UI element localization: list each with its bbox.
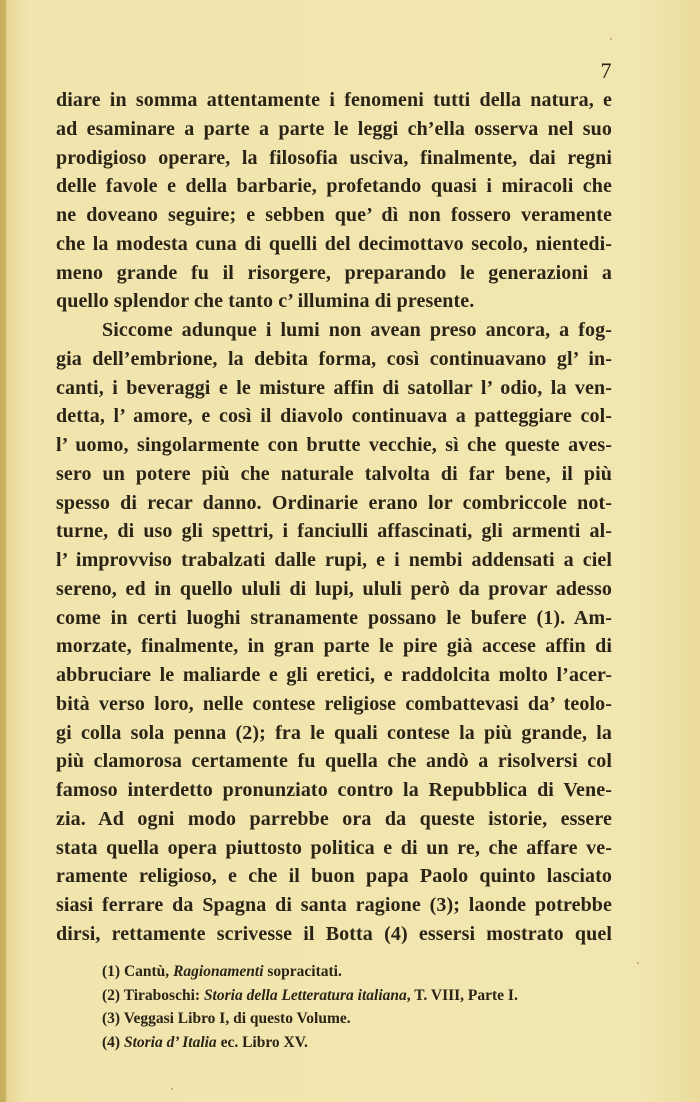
text-line: dirsi, rettamente scrivesse il Botta (4) essersi mostrato quel [56,922,612,945]
text-line: zia. Ad ogni modo parrebbe ora da queste istorie, essere [56,807,612,830]
text-line: sereno, ed in quello ululi di lupi, ululi però da provar adesso [56,577,612,600]
body-text [56,86,612,949]
text-line: abbruciare le maliarde e gli eretici, e raddolcita molto l’acer- [56,664,612,686]
text-line: stata quella opera piuttosto politica e di un re, che affare ve- [56,836,612,859]
footnote [102,984,622,1008]
footnote-text: , T. VIII, Parte I. [406,986,518,1004]
footnote [102,1007,622,1031]
text-line: ramente religioso, e che il buon papa Paolo quinto lasciato [56,865,612,888]
text-line: prodigioso operare, la filosofia usciva, finalmente, dai regni [56,146,612,169]
paper-speck [610,38,612,40]
paper-speck [171,1088,173,1090]
text-line: spesso di recar danno. Ordinarie erano lor combriccole not- [56,491,612,514]
page-number: 7 [600,58,612,83]
footnote-text: sopracitati. [263,963,342,980]
text-line: l’ uomo, singolarmente con brutte vecchie, sì che queste aves- [56,434,612,456]
paper-speck [637,962,639,964]
footnotes [102,960,622,1054]
footnote-title: Storia d’ Italia [123,1033,217,1051]
text-line: detta, l’ amore, e così il diavolo continuava a patteggiare col- [56,405,612,428]
text-line: meno grande fu il risorgere, preparando le generazioni a [56,261,612,284]
footnote-number: (2) [102,986,121,1004]
text-line: Siccome adunque i lumi non avean preso ancora, a fog- [102,319,612,341]
text-line: ad esaminare a parte a parte le leggi ch’ella osserva nel suo [56,117,612,140]
footnote [102,960,622,984]
text-line: delle favole e della barbarie, profetando quasi i miracoli che [56,175,612,198]
text-line: diare in somma attentamente i fenomeni tutti della natura, e [56,89,612,111]
text-line: che la modesta cuna di quelli del decimottavo secolo, nientedi- [56,232,612,255]
text-line: gia dell’embrione, la debita forma, così continuavano gl’ in- [56,347,612,370]
text-line: canti, i beveraggi e le misture affin di satollar l’ odio, la ven- [56,376,612,399]
text-line: l’ improvviso trabalzati dalle rupi, e i nembi addensati a ciel [56,549,612,571]
text-line: come in certi luoghi stranamente possano le bufere (1). Am- [56,606,612,629]
text-line: quello splendor che tanto c’ illumina di presente. [56,290,475,313]
text-line: gi colla sola penna (2); fra le quali contese la più grande, la [56,721,612,744]
text-line: famoso interdetto pronunziato contro la Repubblica di Vene- [56,779,612,801]
page-spine-edge [0,0,6,1102]
text-line: turne, di uso gli spettri, i fanciulli affascinati, gli armenti al- [56,520,612,543]
text-line: bità verso loro, nelle contese religiose combattevasi da’ teolo- [56,692,612,715]
footnote-text: Cantù, [123,963,174,980]
footnote-title: Storia della Letteratura italiana [203,986,407,1004]
text-line: più clamorosa certamente fu quella che andò a risolversi col [56,750,612,773]
footnote-number: (1) [102,963,121,980]
footnote-number: (4) [102,1033,121,1051]
text-line: siasi ferrare da Spagna di santa ragione (3); laonde potrebbe [56,894,612,916]
text-line: ne doveano seguire; e sebben que’ dì non fossero veramente [56,204,612,226]
footnote-number: (3) [102,1010,121,1027]
footnote-text: ec. Libro XV. [216,1033,308,1051]
footnote [102,1031,622,1055]
text-line: sero un potere più che naturale talvolta di far bene, il più [56,462,612,485]
footnote-text: Veggasi Libro I, di questo Volume. [123,1010,351,1027]
footnote-title: Ragionamenti [173,963,264,980]
footnote-text: Tiraboschi: [123,986,204,1004]
text-line: morzate, finalmente, in gran parte le pire già accese affin di [56,635,612,658]
